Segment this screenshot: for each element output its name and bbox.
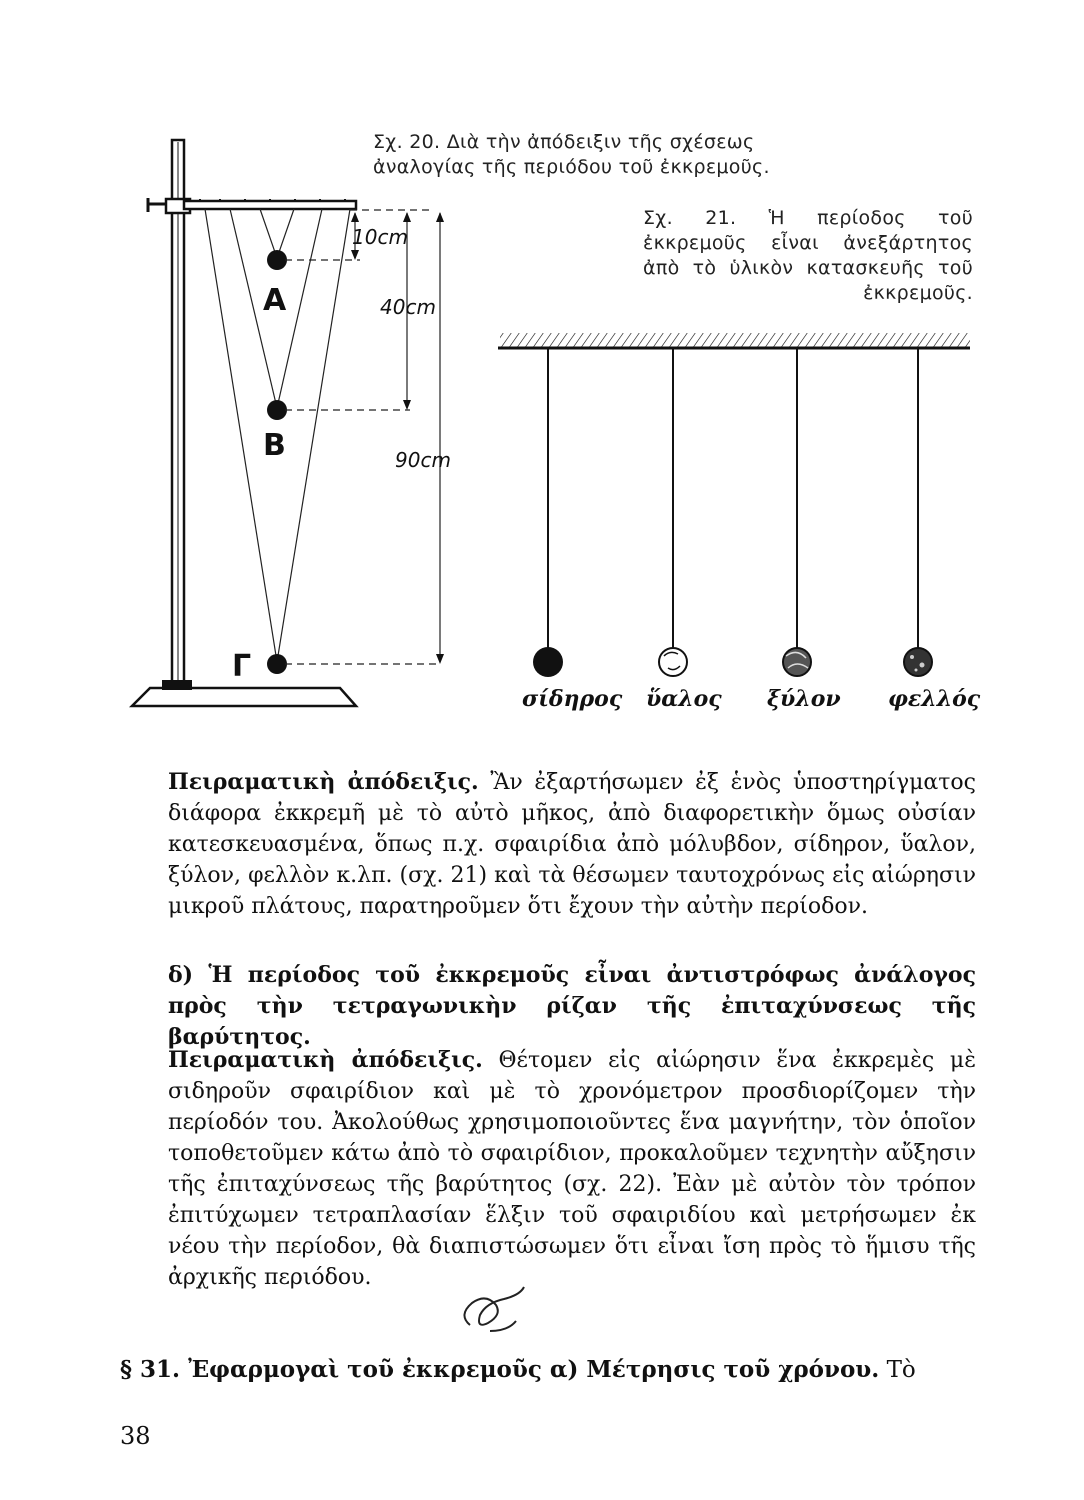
label-g: Γ [232, 649, 252, 684]
paragraph1-text: Ἂν ἐξαρτήσωμεν ἐξ ἑνὸς ὑποστηρίγματος διάφορα ἐκκρεμῆ μὲ τὸ αὐτὸ μῆκος, ἀπὸ διαφορετικὴν ὅμως οὐσίαν κατεσκευασμένα, ὅπως π.χ. σφαιρίδια ἀπὸ μόλυβδον, σίδηρον, ὕαλον, ξύλον, φελλὸν κ.λπ. (σχ. 21) καὶ τὰ θέσωμεν ταυτοχρόνως εἰς αἰώρησιν μικροῦ πλάτους, παρατηροῦμεν ὅτι ἔχουν τὴν αὐτὴν περίοδον. [168, 770, 976, 919]
dimension-40cm: 40cm [380, 295, 436, 319]
heading-d-gravity: δ) Ἡ περίοδος τοῦ ἐκκρεμοῦς εἶναι ἀντιστρόφως ἀνάλογος πρὸς τὴν τετραγωνικὴν ρίζαν τῆς ἐπιταχύνσεως τῆς βαρύτητος. [168, 962, 976, 1050]
paragraph2-lead: Πειραματικὴ ἀπόδειξις. [168, 1047, 483, 1073]
figure20-labels [232, 225, 451, 684]
material-iron: σίδηρος [522, 686, 623, 712]
material-cork: φελλός [888, 686, 981, 712]
label-b: Β [263, 428, 286, 463]
handwritten-signature [450, 1285, 540, 1345]
dimension-lines [285, 210, 440, 664]
label-a: Α [263, 283, 287, 318]
dimension-10cm: 10cm [352, 225, 408, 249]
paragraph1-lead: Πειραματικὴ ἀπόδειξις. [168, 769, 479, 795]
wood-bob [783, 648, 811, 676]
material-bobs [533, 647, 932, 677]
figure21-caption: Σχ. 21. Ἡ περίοδος τοῦ ἐκκρεμοῦς εἶναι ἀνεξάρτητος ἀπὸ τὸ ὑλικὸν κατασκευῆς τοῦ ἐκκρεμοῦς. [643, 207, 973, 304]
paragraph-experimental-proof-1 [168, 767, 976, 922]
paragraph2-text: Θέτομεν εἰς αἰώρησιν ἕνα ἐκκρεμὲς μὲ σιδηροῦν σφαιρίδιον καὶ μὲ τὸ χρονόμετρον προσδιορίζομεν τὴν περίοδόν του. Ἀκολούθως χρησιμοποιοῦντες ἕνα μαγνήτην, τὸν ὁποῖον τοποθετοῦμεν κάτω ἀπὸ τὸ σφαιρίδιον, προκαλοῦμεν τεχνητὴν αὔξησιν τῆς ἐπιταχύνσεως τῆς βαρύτητος (σχ. 22). Ἐὰν μὲ αὐτὸν τὸν τρόπον ἐπιτύχωμεν τετραπλασίαν ἕλξιν τοῦ σφαιριδίου καὶ μετρήσωμεν ἐκ νέου τὴν περίοδον, θὰ διαπιστώσωμεν ὅτι εἶναι ἴση πρὸς τὸ ἥμισυ τῆς ἀρχικῆς περιόδου. [168, 1048, 976, 1290]
material-pendulum-strings [548, 348, 918, 648]
glass-bob [659, 648, 687, 676]
ceiling-support [498, 333, 970, 348]
section31-continuation: Τὸ [879, 1357, 916, 1383]
bob-g [267, 654, 287, 674]
section31-number: § 31. [120, 1356, 181, 1383]
iron-bob [533, 647, 563, 677]
dimension-90cm: 90cm [395, 448, 451, 472]
bob-a [267, 250, 287, 270]
paragraph-experimental-proof-2 [168, 1045, 976, 1293]
cork-bob [904, 648, 932, 676]
material-glass: ὕαλος [646, 686, 722, 712]
bob-b [267, 400, 287, 420]
section31-title: Ἐφαρμογαὶ τοῦ ἐκκρεμοῦς α) Μέτρησις τοῦ χρόνου. [180, 1356, 880, 1383]
page-number: 38 [120, 1422, 151, 1450]
dimension-arrows [351, 212, 444, 664]
figure20-caption: Σχ. 20. Διὰ τὴν ἀπόδειξιν τῆς σχέσεως ἀναλογίας τῆς περιόδου τοῦ ἐκκρεμοῦς. [373, 131, 770, 178]
material-wood: ξύλον [767, 686, 841, 712]
material-labels [522, 686, 981, 712]
section-31-heading [120, 1355, 976, 1385]
stand [132, 140, 356, 706]
